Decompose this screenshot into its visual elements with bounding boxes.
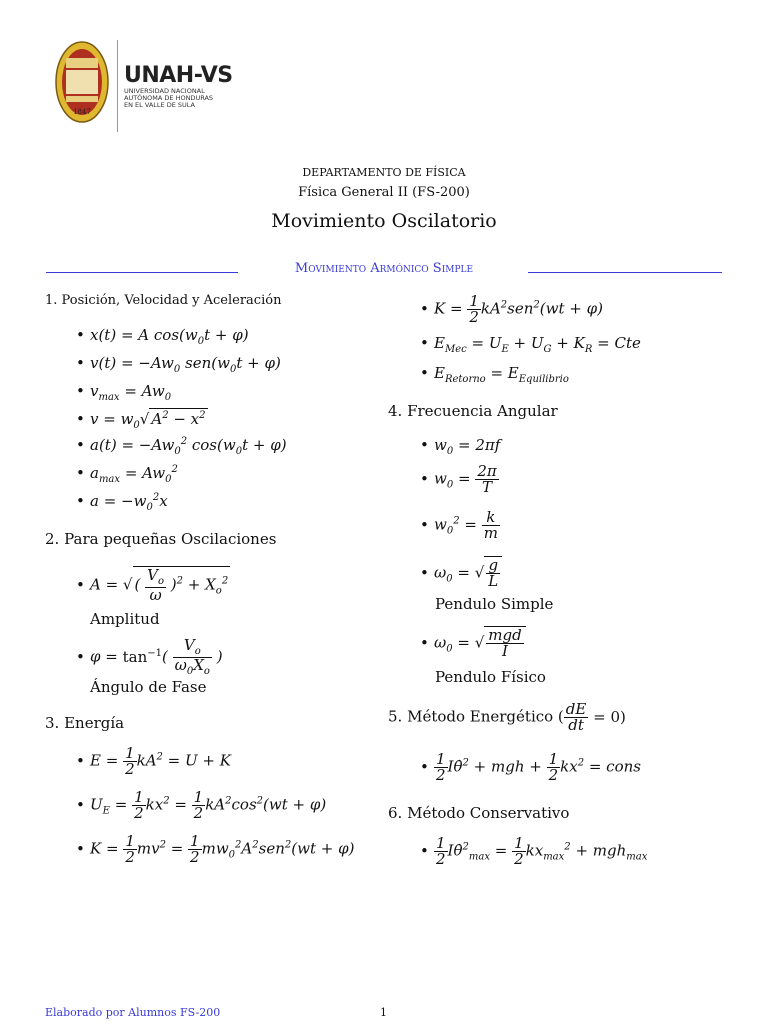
- section-heading: Movimiento Armónico Simple: [294, 261, 474, 276]
- svg-text:1847: 1847: [73, 108, 91, 116]
- item-2-heading: 2. Para pequeñas Oscilaciones: [45, 530, 277, 548]
- equation: • $v_{max} = Aw_0$: [76, 382, 172, 403]
- equation: • $v = w_0√$ $A^2 - x^2$: [76, 410, 206, 431]
- page-number: 1: [380, 1006, 387, 1019]
- equation: • $v(t) = -Aw_0$ $sen(w_0t + \varphi)$: [76, 354, 281, 375]
- simple-pendulum-label: Pendulo Simple: [435, 595, 554, 613]
- footer-credit: Elaborado por Alumnos FS-200: [45, 1006, 221, 1019]
- equation: • A = √ ( $\frac{V_o}{\omega}$ )$^2 + X_o^2$: [76, 566, 229, 604]
- item-5-heading: 5. Método Energético ( $\frac{dE}{dt}$ = 0): [388, 700, 626, 734]
- equation: • $w_0$ = $\frac{2\pi}{T}$: [420, 462, 497, 496]
- equation: • $\frac{1}{2}$ Iθ̇$^2$ + mgh + $\frac{1}{2}$ $kx^2$ = cons: [420, 750, 641, 784]
- item-1-heading: 1. Posición, Velocidad y Aceleración: [45, 293, 282, 308]
- equation: • $a_{max} = Aw_0^2$: [76, 464, 178, 485]
- amplitude-label: Amplitud: [90, 610, 160, 628]
- department: DEPARTAMENTO DE FÍSICA: [302, 166, 466, 179]
- section-rule-right: [528, 272, 722, 273]
- equation: • $U_E$ = $\frac{1}{2}$ $kx^2$ = $\frac{1}{2}$ $kA^2\cos^2(wt + \varphi)$: [76, 788, 327, 822]
- item-6-heading: 6. Método Conservativo: [388, 804, 570, 822]
- equation: • $a(t) = -Aw_0^2$ $\cos(w_0t + \varphi)$: [76, 436, 287, 457]
- equation: • $E_{Mec} = U_E + U_G + K_R$ = Cte: [420, 334, 641, 355]
- item-4-heading: 4. Frecuencia Angular: [388, 402, 558, 420]
- equation: • $\varphi = \tan^{-1}$( $\frac{V_o}{\omega_0X_o}$ ): [76, 636, 223, 677]
- page-title: Movimiento Oscilatorio: [271, 210, 497, 232]
- brand-subtitle-1: UNIVERSIDAD NACIONAL: [124, 87, 205, 95]
- equation: • $w_0 = 2\pi f$: [420, 436, 501, 457]
- header-divider: [117, 40, 118, 132]
- equation: • $E_{Retorno} = E_{Equilibrio}$: [420, 364, 569, 385]
- course-name: Física General II (FS-200): [298, 185, 470, 200]
- equation: • x(t) = A $\cos(w_0t + \varphi)$: [76, 326, 249, 347]
- university-logo: [54, 40, 110, 124]
- brand-name: UNAH-VS: [124, 63, 233, 88]
- brand-block: [124, 64, 233, 109]
- equation: • E = $\frac{1}{2}$ $kA^2 = U + K$: [76, 744, 231, 778]
- brand-subtitle-3: EN EL VALLE DE SULA: [124, 101, 196, 109]
- equation: • K = $\frac{1}{2}$ $kA^2sen^2(wt + \varphi)$: [420, 292, 603, 326]
- physical-pendulum-label: Pendulo Físico: [435, 668, 546, 686]
- item-5-label: 5. Método Energético (: [388, 707, 564, 726]
- equation: • $\omega_0$ = √ $\frac{\text{mgd}}{I}$: [420, 626, 526, 659]
- equation: • K = $\frac{1}{2}$ $mv^2$ = $\frac{1}{2}$ $mw_0^2A^2sen^2(wt + \varphi)$: [76, 832, 355, 866]
- item-3-heading: 3. Energía: [45, 714, 125, 732]
- equation: • $w_0^2$ = $\frac{k}{m}$: [420, 508, 498, 542]
- equation: • $a = -w_0^2x$: [76, 492, 168, 513]
- brand-subtitle-2: AUTÓNOMA DE HONDURAS: [124, 94, 214, 102]
- equation: • $\frac{1}{2}$ Iθ̇$^2_{max}$ = $\frac{1}{2}$ $kx_{max}^2 + mgh_{max}$: [420, 834, 648, 868]
- equation: • $\omega_0$ = √ $\frac{g}{L}$: [420, 556, 502, 589]
- phase-angle-label: Ángulo de Fase: [90, 678, 207, 696]
